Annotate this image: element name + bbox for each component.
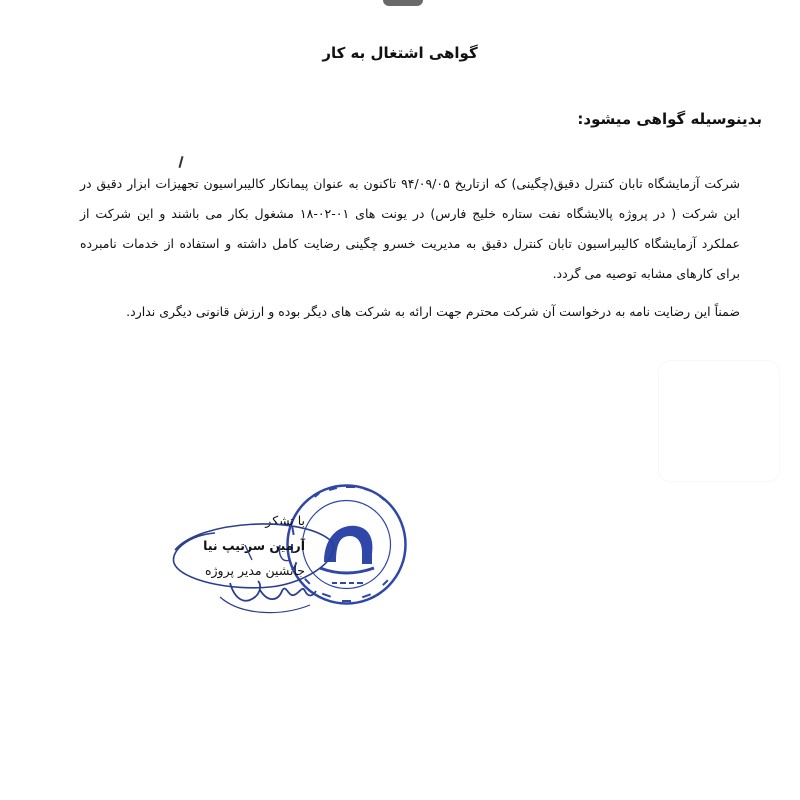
top-edge-mark [383,0,423,6]
signer-title: جانشین مدیر پروژه [204,563,305,578]
signer-name: آرمین سرتیپ نیا [203,538,305,553]
pen-mark [178,156,183,168]
document-title: گواهی اشتغال به کار [322,44,478,62]
faint-watermark [658,360,780,482]
closing-thanks: با تشکر [265,513,305,528]
salutation: بدینوسیله گواهی میشود: [577,110,762,128]
body-paragraph: شرکت آزمایشگاه تابان کنترل دقیق(چگینی) که ازتاریخ ۹۴/۰۹/۰۵ تاکنون به عنوان پیمانکار کالیبراسیون تجهیزات ابزار دقیق در این شرکت ( در پروژه پالایشگاه نفت ستاره خلیج فارس) در یونت های ۰۱-۰۲-۱۸ مشغول بکار می باشند و این شرکت از عملکرد آزمایشگاه کالیبراسیون تابان کنترل دقیق به مدیریت خسرو چگینی رضایت کامل داشته و استفاده از خدمات نامبرده برای کارهای مشابه توصیه می گردد. [80,176,741,281]
handwritten-signature [160,505,360,635]
body-text [80,169,740,327]
note-paragraph: ضمناً این رضایت نامه به درخواست آن شرکت محترم جهت ارائه به شرکت های دیگر بوده و ارزش قانونی دیگری ندارد. [126,304,740,319]
